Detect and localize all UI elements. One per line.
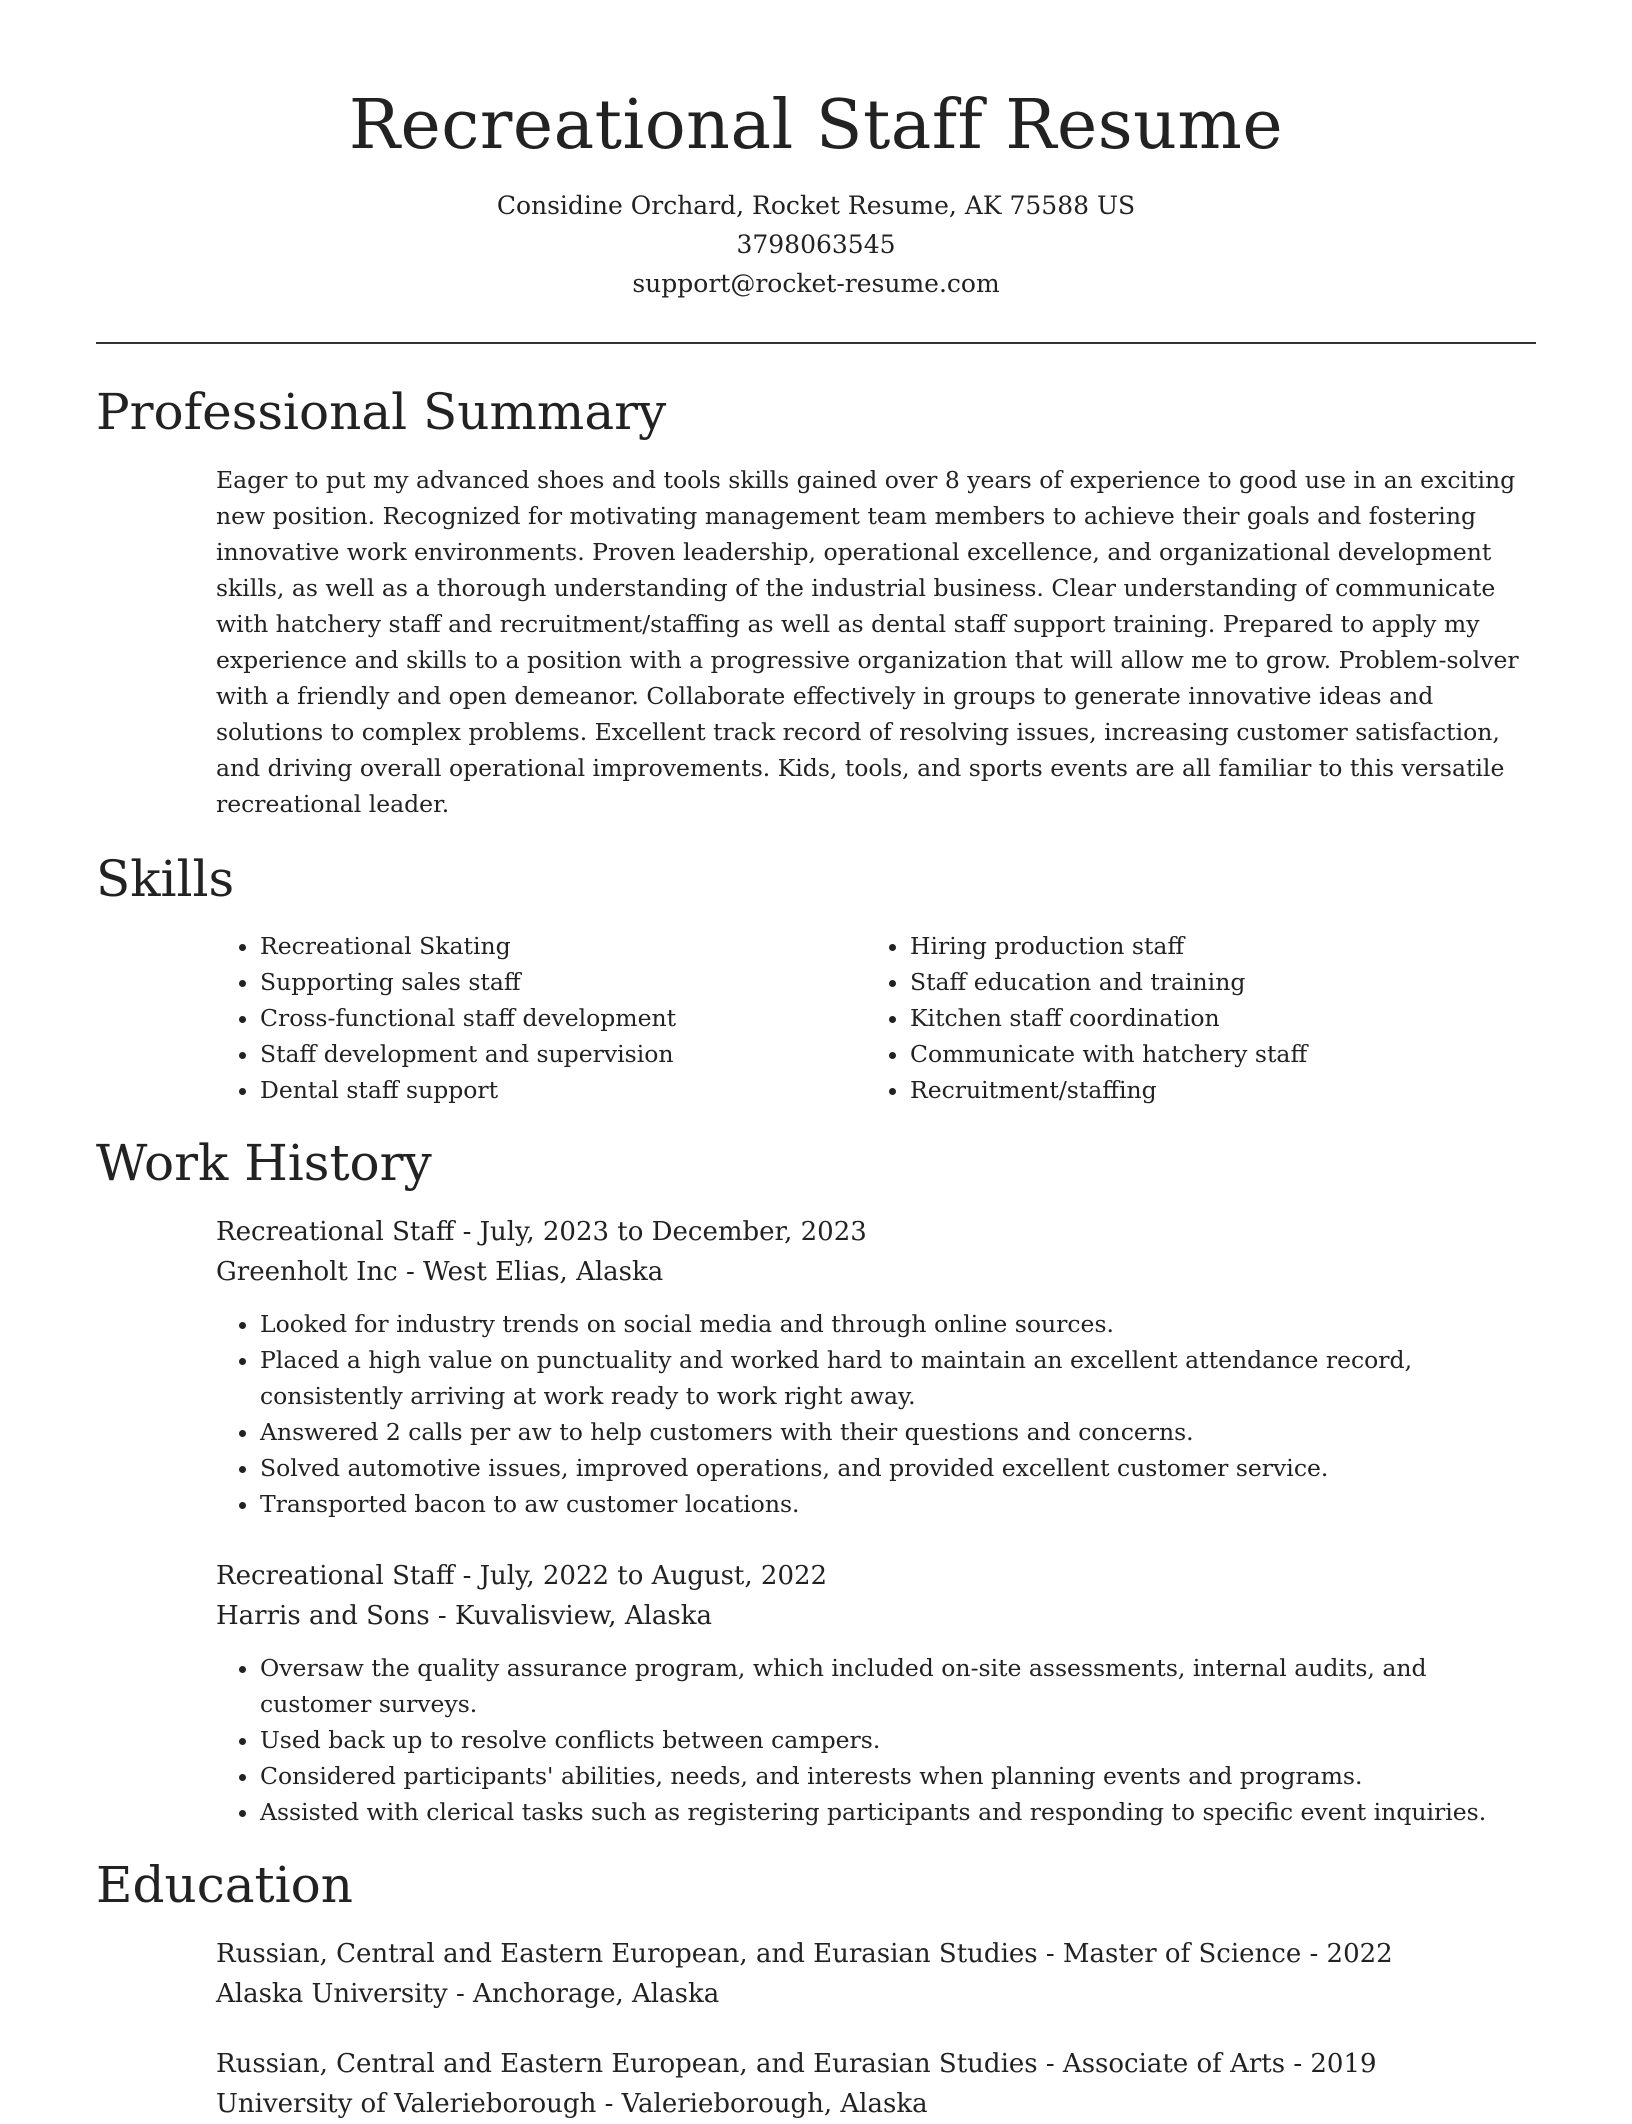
job-bullets	[216, 1650, 1536, 1830]
skill-item: • Staff development and supervision	[260, 1036, 866, 1072]
job-bullet: • Placed a high value on punctuality and worked hard to maintain an excellent attendance record, consistently arriving at work ready to work right away.	[260, 1342, 1536, 1414]
skill-item: • Hiring production staff	[910, 928, 1516, 964]
contact-block	[0, 186, 1632, 303]
education-school-line: University of Valerieborough - Valerieborough, Alaska	[216, 2089, 928, 2119]
section-heading-summary: Professional Summary	[96, 383, 667, 441]
job-company-line: Harris and Sons - Kuvalisview, Alaska	[216, 1601, 713, 1631]
education-entry	[216, 2044, 1536, 2124]
header-divider	[96, 342, 1536, 344]
job-entry	[216, 1212, 1536, 1522]
skills-list-right	[866, 928, 1516, 1108]
skill-item: • Kitchen staff coordination	[910, 1000, 1516, 1036]
skill-item: • Communicate with hatchery staff	[910, 1036, 1516, 1072]
job-entry	[216, 1556, 1536, 1830]
skill-item: • Supporting sales staff	[260, 964, 866, 1000]
job-bullet: • Used back up to resolve conflicts between campers.	[260, 1722, 1536, 1758]
skill-item: • Recreational Skating	[260, 928, 866, 964]
job-title-line: Recreational Staff - July, 2023 to December, 2023	[216, 1217, 867, 1247]
skill-item: • Recruitment/staffing	[910, 1072, 1516, 1108]
job-bullet: • Oversaw the quality assurance program, which included on-site assessments, internal audits, and customer surveys.	[260, 1650, 1536, 1722]
contact-address: Considine Orchard, Rocket Resume, AK 75588 US	[496, 191, 1136, 220]
section-heading-work-history: Work History	[96, 1134, 432, 1192]
contact-email: support@rocket-resume.com	[632, 269, 1000, 298]
job-bullet: • Considered participants' abilities, needs, and interests when planning events and programs.	[260, 1758, 1536, 1794]
job-bullet: • Assisted with clerical tasks such as registering participants and responding to specific event inquiries.	[260, 1794, 1536, 1830]
education-school-line: Alaska University - Anchorage, Alaska	[216, 1979, 720, 2009]
job-bullet: • Solved automotive issues, improved operations, and provided excellent customer service.	[260, 1450, 1536, 1486]
summary-section	[216, 462, 1536, 822]
job-company-line: Greenholt Inc - West Elias, Alaska	[216, 1257, 664, 1287]
skills-list-left	[216, 928, 866, 1108]
section-heading-education: Education	[96, 1856, 353, 1914]
skill-item: • Cross-functional staff development	[260, 1000, 866, 1036]
job-bullet: • Transported bacon to aw customer locations.	[260, 1486, 1536, 1522]
education-degree-line: Russian, Central and Eastern European, and Eurasian Studies - Master of Science - 2022	[216, 1939, 1393, 1969]
summary-text: Eager to put my advanced shoes and tools skills gained over 8 years of experience to good use in an exciting new position. Recognized for motivating management team members to achieve their goals and fostering innovative work environments. Proven leadership, operational excellence, and organizational development skills, as well as a thorough understanding of the industrial business. Clear understanding of communicate with hatchery staff and recruitment/staffing as well as dental staff support training. Prepared to apply my experience and skills to a position with a progressive organization that will allow me to grow. Problem-solver with a friendly and open demeanor. Collaborate effectively in groups to generate innovative ideas and solutions to complex problems. Excellent track record of resolving issues, increasing customer satisfaction, and driving overall operational improvements. Kids, tools, and sports events are all familiar to this versatile recreational leader.	[216, 466, 1519, 818]
section-heading-skills: Skills	[96, 850, 235, 908]
resume-header	[0, 0, 1632, 303]
contact-phone: 3798063545	[736, 230, 896, 259]
skill-item: • Dental staff support	[260, 1072, 866, 1108]
resume-title: Recreational Staff Resume	[348, 86, 1284, 165]
job-bullet: • Answered 2 calls per aw to help customers with their questions and concerns.	[260, 1414, 1536, 1450]
education-entry	[216, 1934, 1536, 2014]
job-bullet: • Looked for industry trends on social media and through online sources.	[260, 1306, 1536, 1342]
skills-section	[216, 928, 1536, 1108]
job-title-line: Recreational Staff - July, 2022 to August, 2022	[216, 1561, 828, 1591]
skill-item: • Staff education and training	[910, 964, 1516, 1000]
job-bullets	[216, 1306, 1536, 1522]
education-degree-line: Russian, Central and Eastern European, and Eurasian Studies - Associate of Arts - 2019	[216, 2049, 1377, 2079]
